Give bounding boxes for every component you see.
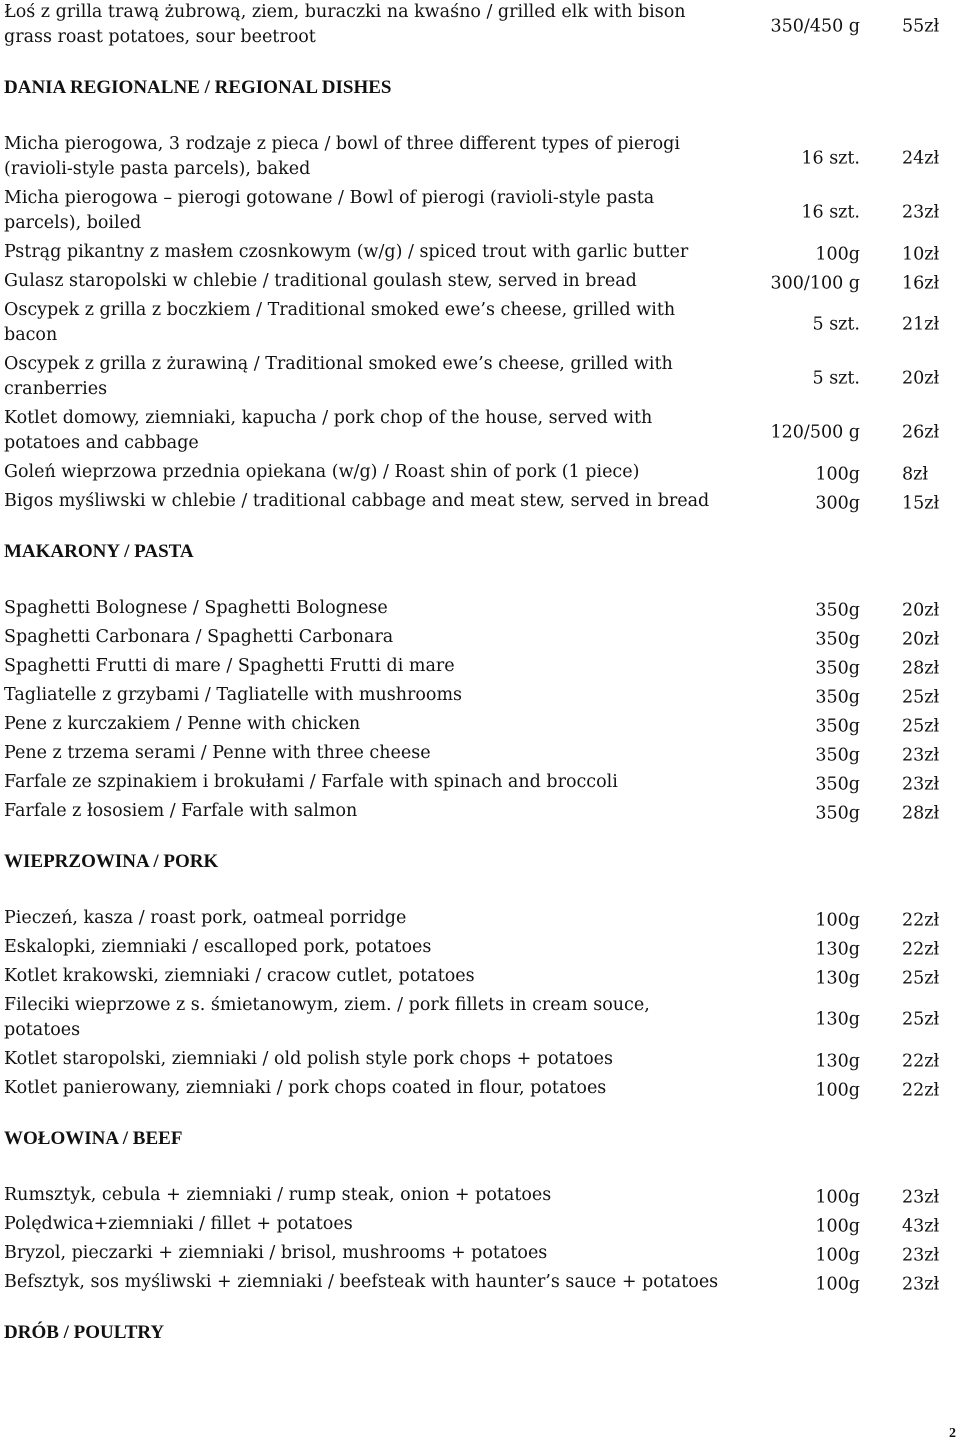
menu-item bbox=[4, 906, 948, 935]
item-name: Goleń wieprzowa przednia opiekana (w/g) / Roast shin of pork (1 piece) bbox=[4, 462, 640, 482]
item-price: 25zł bbox=[902, 687, 940, 707]
menu-item bbox=[4, 489, 948, 518]
section-heading: MAKARONY / PASTA bbox=[4, 541, 194, 562]
item-name: Pene z trzema serami / Penne with three cheese bbox=[4, 743, 431, 763]
item-name: Pieczeń, kasza / roast pork, oatmeal porridge bbox=[4, 908, 407, 928]
item-name: Rumsztyk, cebula + ziemniaki / rump steak, onion + potatoes bbox=[4, 1185, 552, 1205]
item-quantity: 100g bbox=[815, 1187, 860, 1207]
item-price: 10zł bbox=[902, 244, 940, 264]
menu-item bbox=[4, 132, 948, 186]
item-quantity: 350g bbox=[815, 716, 860, 736]
item-price: 22zł bbox=[902, 1080, 940, 1100]
item-quantity: 130g bbox=[815, 1009, 860, 1030]
item-name: Kotlet panierowany, ziemniaki / pork chops coated in flour, potatoes bbox=[4, 1078, 607, 1098]
item-price: 23zł bbox=[902, 1187, 940, 1207]
section-heading: DRÓB / POULTRY bbox=[4, 1322, 165, 1343]
item-quantity: 350g bbox=[815, 658, 860, 678]
item-price: 16zł bbox=[902, 273, 940, 293]
item-name: Pene z kurczakiem / Penne with chicken bbox=[4, 714, 361, 734]
menu-item bbox=[4, 460, 948, 489]
item-name: Spaghetti Carbonara / Spaghetti Carbonara bbox=[4, 627, 394, 647]
item-price: 8zł bbox=[902, 464, 929, 484]
menu-item bbox=[4, 186, 948, 240]
item-price: 20zł bbox=[902, 629, 940, 649]
item-price: 26zł bbox=[902, 422, 940, 443]
item-name: Befsztyk, sos myśliwski + ziemniaki / beefsteak with haunter’s sauce + potatoes bbox=[4, 1272, 719, 1292]
item-price: 28zł bbox=[902, 658, 940, 678]
item-price: 20zł bbox=[902, 368, 940, 389]
item-name: Polędwica+ziemniaki / fillet + potatoes bbox=[4, 1214, 353, 1234]
item-name: Łoś z grilla trawą żubrową, ziem, buraczki na kwaśno / grilled elk with bison grass roast potatoes, sour beetroot bbox=[4, 2, 686, 47]
menu-item bbox=[4, 298, 948, 352]
item-name: Farfale z łososiem / Farfale with salmon bbox=[4, 801, 358, 821]
item-price: 22zł bbox=[902, 910, 940, 930]
menu-item bbox=[4, 654, 948, 683]
item-quantity: 5 szt. bbox=[812, 314, 860, 335]
item-quantity: 120/500 g bbox=[770, 422, 860, 443]
item-quantity: 16 szt. bbox=[801, 202, 860, 223]
item-name: Bigos myśliwski w chlebie / traditional cabbage and meat stew, served in bread bbox=[4, 491, 710, 511]
menu-item bbox=[4, 964, 948, 993]
menu-item bbox=[4, 240, 948, 269]
item-price: 25zł bbox=[902, 968, 940, 988]
item-name: Gulasz staropolski w chlebie / traditional goulash stew, served in bread bbox=[4, 271, 637, 291]
menu-item bbox=[4, 596, 948, 625]
item-quantity: 350g bbox=[815, 687, 860, 707]
page-number: 2 bbox=[949, 1426, 956, 1441]
item-price: 55zł bbox=[902, 16, 940, 37]
item-quantity: 100g bbox=[815, 244, 860, 264]
item-price: 23zł bbox=[902, 745, 940, 765]
menu-item bbox=[4, 625, 948, 654]
menu-item bbox=[4, 712, 948, 741]
item-price: 25zł bbox=[902, 1009, 940, 1030]
item-quantity: 350g bbox=[815, 803, 860, 823]
menu-item bbox=[4, 1212, 948, 1241]
item-name: Spaghetti Frutti di mare / Spaghetti Frutti di mare bbox=[4, 656, 455, 676]
item-quantity: 5 szt. bbox=[812, 368, 860, 389]
item-name: Pstrąg pikantny z masłem czosnkowym (w/g) / spiced trout with garlic butter bbox=[4, 242, 689, 262]
menu-page bbox=[4, 0, 948, 1377]
item-name: Bryzol, pieczarki + ziemniaki / brisol, mushrooms + potatoes bbox=[4, 1243, 548, 1263]
item-name: Oscypek z grilla z boczkiem / Traditional smoked ewe’s cheese, grilled with bacon bbox=[4, 300, 676, 345]
item-quantity: 130g bbox=[815, 939, 860, 959]
menu-item bbox=[4, 993, 948, 1047]
menu-item bbox=[4, 1183, 948, 1212]
item-quantity: 300/100 g bbox=[770, 273, 860, 293]
item-name: Micha pierogowa, 3 rodzaje z pieca / bowl of three different types of pierogi (ravioli-style pasta parcels), baked bbox=[4, 134, 680, 179]
item-quantity: 100g bbox=[815, 1080, 860, 1100]
item-quantity: 100g bbox=[815, 1216, 860, 1236]
item-price: 23zł bbox=[902, 202, 940, 223]
item-price: 22zł bbox=[902, 939, 940, 959]
item-quantity: 300g bbox=[815, 493, 860, 513]
item-quantity: 130g bbox=[815, 968, 860, 988]
item-quantity: 350g bbox=[815, 629, 860, 649]
item-price: 15zł bbox=[902, 493, 940, 513]
item-price: 25zł bbox=[902, 716, 940, 736]
item-name: Eskalopki, ziemniaki / escalloped pork, potatoes bbox=[4, 937, 432, 957]
item-name: Farfale ze szpinakiem i brokułami / Farfale with spinach and broccoli bbox=[4, 772, 618, 792]
item-name: Spaghetti Bolognese / Spaghetti Bolognese bbox=[4, 598, 388, 618]
section-heading: DANIA REGIONALNE / REGIONAL DISHES bbox=[4, 77, 392, 98]
menu-item bbox=[4, 1076, 948, 1105]
item-price: 43zł bbox=[902, 1216, 940, 1236]
item-price: 23zł bbox=[902, 774, 940, 794]
item-price: 23zł bbox=[902, 1274, 940, 1294]
menu-item bbox=[4, 935, 948, 964]
item-price: 23zł bbox=[902, 1245, 940, 1265]
item-price: 24zł bbox=[902, 148, 940, 169]
item-quantity: 350g bbox=[815, 774, 860, 794]
item-quantity: 100g bbox=[815, 1245, 860, 1265]
item-price: 21zł bbox=[902, 314, 940, 335]
item-quantity: 130g bbox=[815, 1051, 860, 1071]
item-name: Tagliatelle z grzybami / Tagliatelle with mushrooms bbox=[4, 685, 463, 705]
item-quantity: 16 szt. bbox=[801, 148, 860, 169]
menu-sections bbox=[4, 54, 948, 1377]
menu-item bbox=[4, 683, 948, 712]
section-heading: WIEPRZOWINA / PORK bbox=[4, 851, 219, 872]
item-name: Kotlet krakowski, ziemniaki / cracow cutlet, potatoes bbox=[4, 966, 475, 986]
item-quantity: 100g bbox=[815, 1274, 860, 1294]
item-quantity: 350g bbox=[815, 745, 860, 765]
menu-item bbox=[4, 799, 948, 828]
item-name: Kotlet staropolski, ziemniaki / old polish style pork chops + potatoes bbox=[4, 1049, 614, 1069]
item-price: 22zł bbox=[902, 1051, 940, 1071]
item-name: Oscypek z grilla z żurawiną / Traditional smoked ewe’s cheese, grilled with cranberries bbox=[4, 354, 673, 399]
item-price: 28zł bbox=[902, 803, 940, 823]
item-quantity: 350g bbox=[815, 600, 860, 620]
item-quantity: 350/450 g bbox=[770, 16, 860, 37]
section-heading: WOŁOWINA / BEEF bbox=[4, 1128, 183, 1149]
item-name: Fileciki wieprzowe z s. śmietanowym, ziem. / pork fillets in cream souce, potatoes bbox=[4, 995, 650, 1040]
menu-item bbox=[4, 741, 948, 770]
menu-item bbox=[4, 1270, 948, 1299]
item-name: Micha pierogowa – pierogi gotowane / Bowl of pierogi (ravioli-style pasta parcels), boiled bbox=[4, 188, 655, 233]
menu-item bbox=[4, 1047, 948, 1076]
menu-item bbox=[4, 352, 948, 406]
menu-item bbox=[4, 770, 948, 799]
menu-item bbox=[4, 0, 948, 54]
item-quantity: 100g bbox=[815, 464, 860, 484]
item-name: Kotlet domowy, ziemniaki, kapucha / pork chop of the house, served with potatoes and cabbage bbox=[4, 408, 653, 453]
item-quantity: 100g bbox=[815, 910, 860, 930]
menu-item bbox=[4, 406, 948, 460]
menu-item bbox=[4, 269, 948, 298]
menu-item bbox=[4, 1241, 948, 1270]
item-price: 20zł bbox=[902, 600, 940, 620]
